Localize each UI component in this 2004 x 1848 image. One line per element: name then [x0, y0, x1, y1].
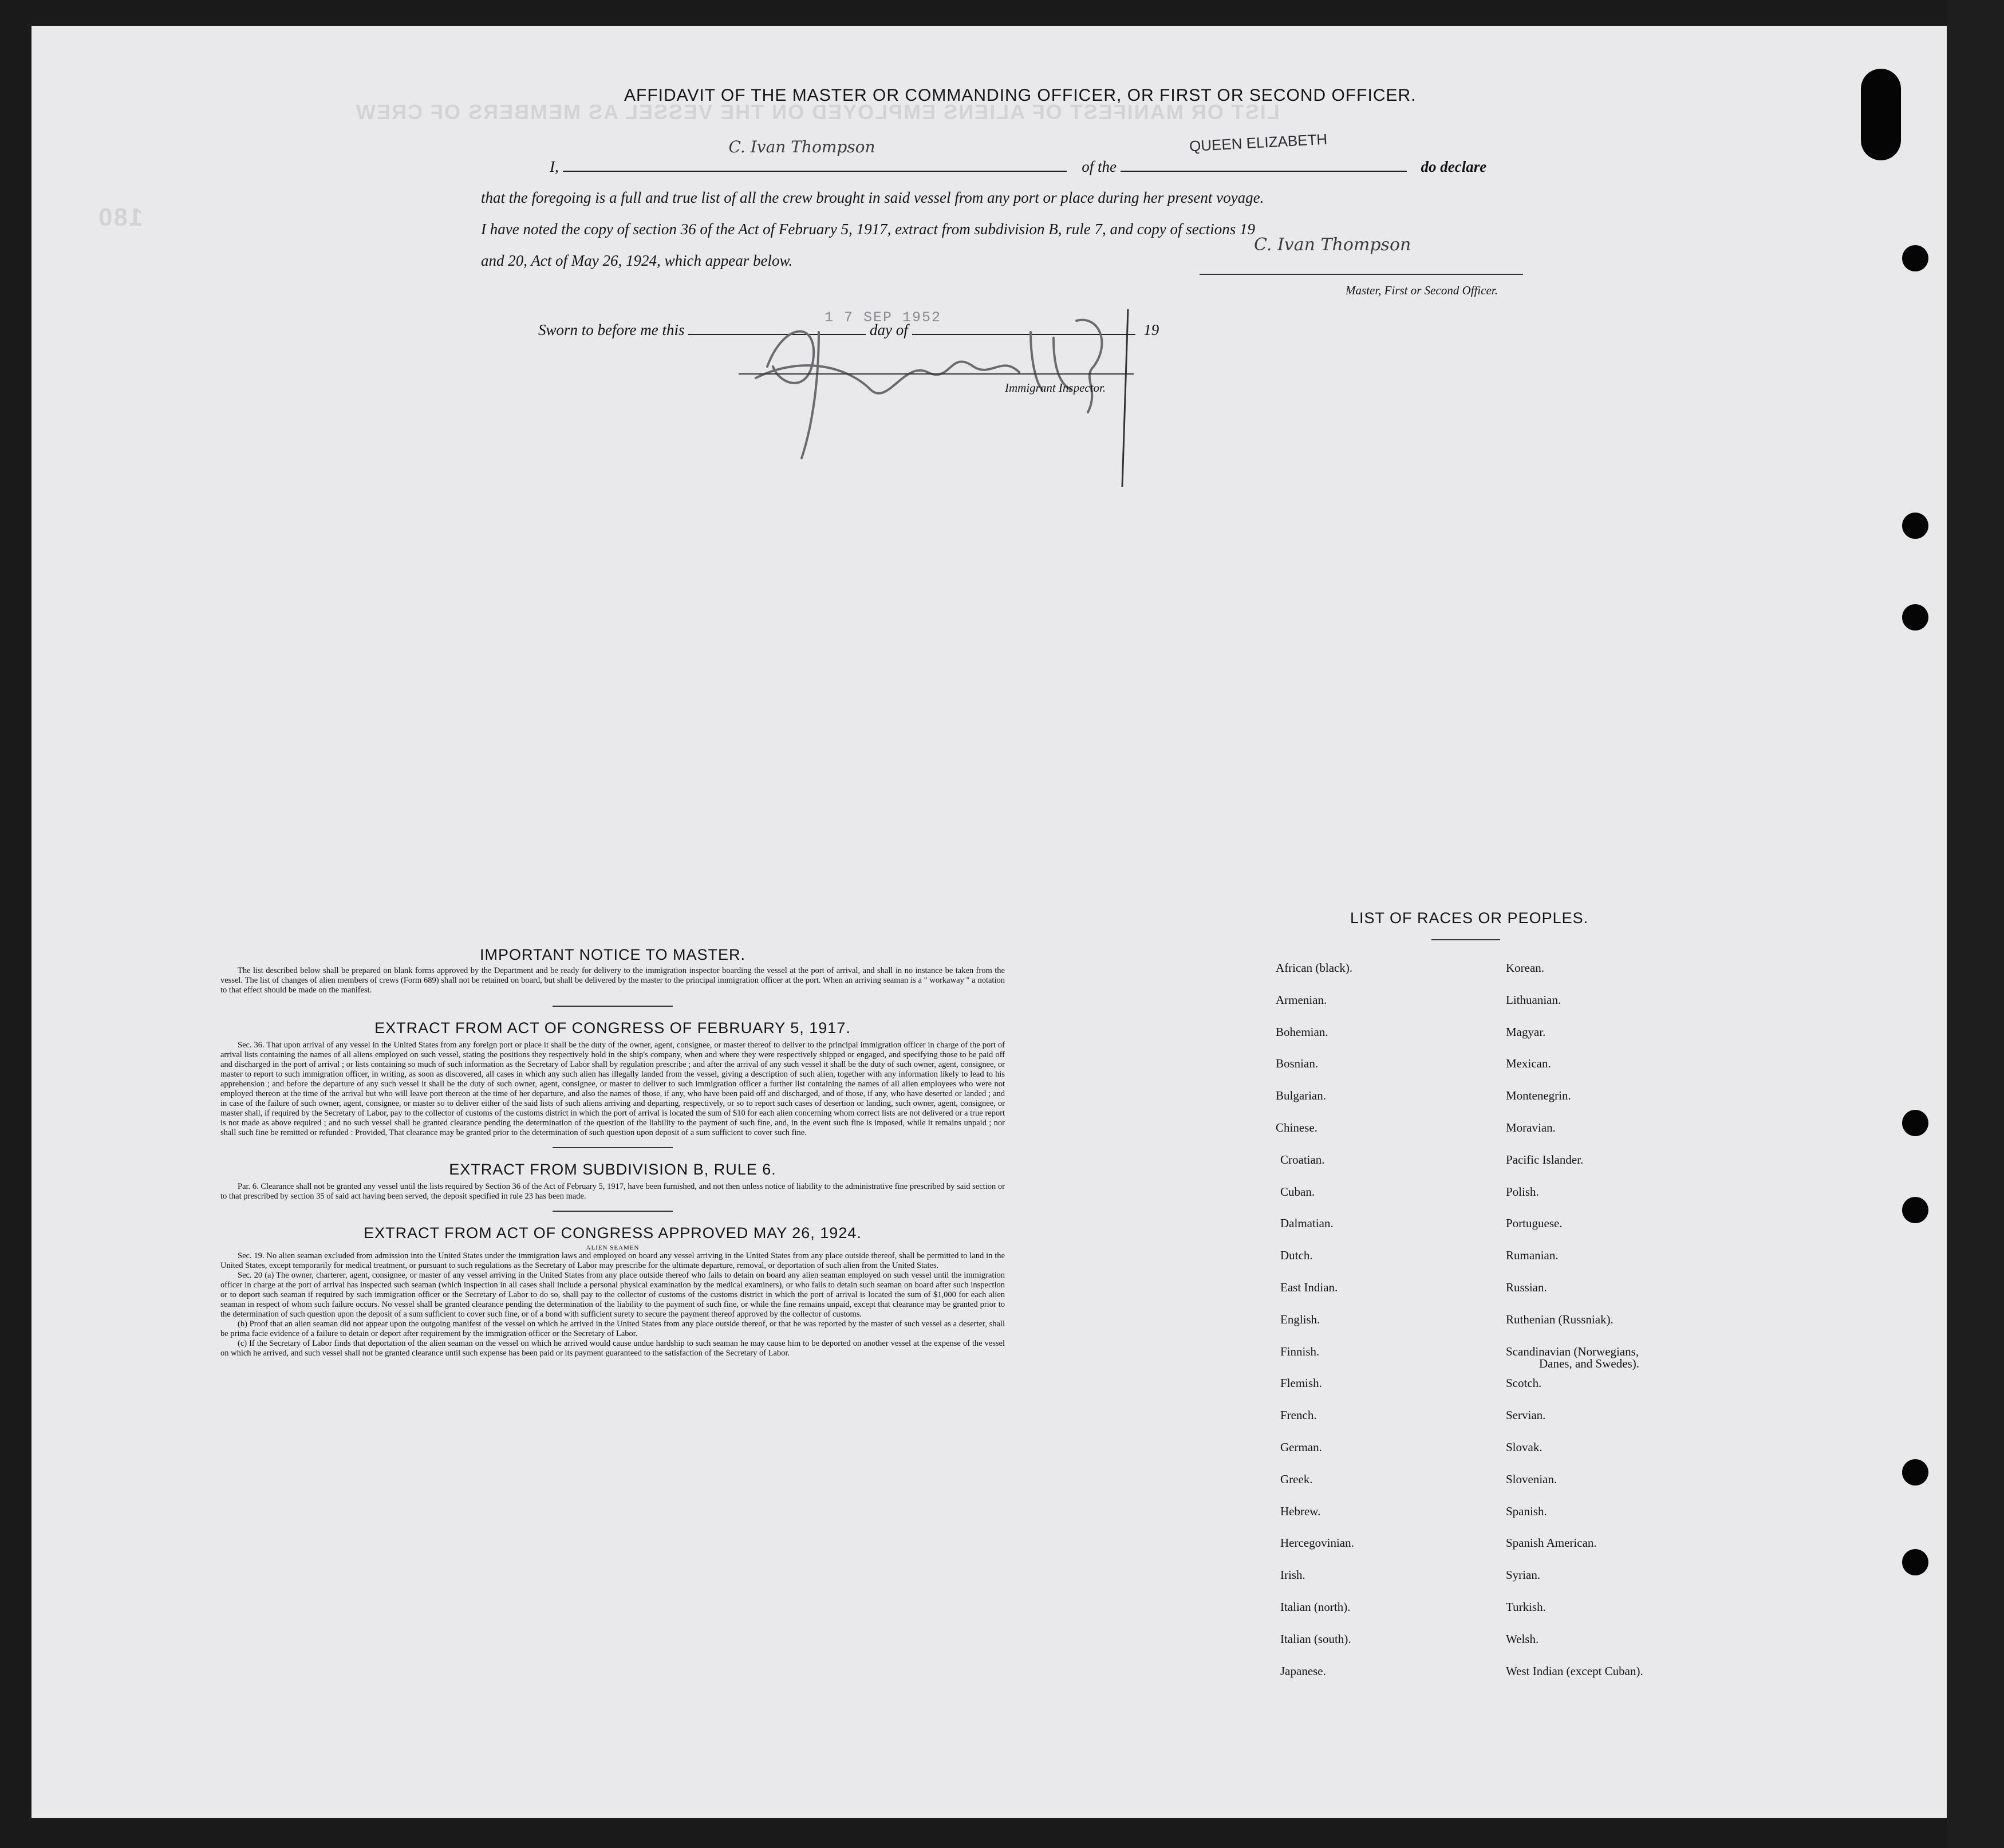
- sworn-label: Sworn to before me this: [538, 321, 685, 338]
- notice-body: The list described below shall be prepared on blank forms approved by the Department and be ready for delivery to the immigration inspector boarding the vessel at the port of arrival, and shall in no instance be taken from the vessel. The list of changes of alien members of crews (Form 689) shall not be retained on board, but shall be delivered by the master to the principal immigration officer at the port. When an arriving seaman is a " workaway " a notation to that effect should be made on the manifest.: [220, 966, 1005, 995]
- race-item: Turkish.: [1506, 1600, 1546, 1614]
- binder-hole: [1902, 604, 1928, 631]
- race-item: Japanese.: [1280, 1664, 1326, 1678]
- vessel-field: [1121, 130, 1407, 172]
- master-signature-line: [1200, 274, 1523, 275]
- race-item: Armenian.: [1276, 993, 1327, 1007]
- legal-column: [220, 946, 1005, 1358]
- extract-subdivision-title: EXTRACT FROM SUBDIVISION B, RULE 6.: [449, 1161, 776, 1178]
- race-item: Moravian.: [1506, 1121, 1556, 1134]
- race-item: Spanish American.: [1506, 1536, 1597, 1550]
- race-item: English.: [1280, 1313, 1320, 1326]
- race-item: Ruthenian (Russniak).: [1506, 1313, 1614, 1326]
- race-item: Polish.: [1506, 1185, 1539, 1199]
- race-item: Scandinavian (Norwegians,: [1506, 1345, 1639, 1358]
- race-item: Bulgarian.: [1276, 1089, 1327, 1102]
- bleed-through-number: 180: [97, 203, 143, 231]
- extract-1924-title: EXTRACT FROM ACT OF CONGRESS APPROVED MAY 26, 1924.: [364, 1224, 862, 1242]
- affidavit-body-line-4: and 20, Act of May 26, 1924, which appear below.: [481, 252, 793, 269]
- affidavit-body: [481, 182, 1557, 277]
- extract-1917-body: Sec. 36. That upon arrival of any vessel in the United States from any foreign port or place it shall be the duty of the owner, agent, consignee, or master thereof to deliver to the principal immigration officer in charge of the port of arrival lists containing the names of all aliens employed on such vessel, stating the positions they respectively hold in the ship's company, when and where they were respectively shipped or engaged, and specifying those to be paid off and discharged in the port of arrival ; or lists containing so much of such information as the Secretary of Labor shall by regulation prescribe ; and after the arrival of any such vessel it shall be the duty of such owner, agent, consignee, or master to report to such immigration officer, in writing, as soon as discovered, all cases in which any such alien has illegally landed from the vessel, giving a description of such alien, together with any information likely to lead to his apprehension ; and before the departure of any such vessel it shall be the duty of such owner, agent, consignee, or master to deliver to such immigration officer a further list containing the names of all alien employees who were not employed thereon at the time of the arrival but who will leave port thereon at the time of her departure, and also the names of those, if any, who have been paid off and discharged, and of those, if any, who have deserted or landed ; and in case of the failure of such owner, agent, consignee, or master so to deliver either of the said lists of such aliens arriving and departing, respectively, or so to report such cases of desertion or landing, such owner, agent, consignee, or master shall, if required by the Secretary of Labor, pay to the collector of customs of the customs district in which the port of arrival is located the sum of $10 for each alien concerning whom correct lists are not delivered or a true report is not made as above required ; and no such vessel shall be granted clearance pending the determination of the question of the liability to the payment of such fine, and, in the event such fine is imposed, while it remains unpaid ; nor shall such fine be remitted or refunded : Provided, That clearance may be granted prior to the determination of such question upon deposit of a sum sufficient to cover such fine.: [220, 1041, 1005, 1137]
- race-item: Servian.: [1506, 1408, 1546, 1422]
- race-item: Finnish.: [1280, 1345, 1320, 1358]
- race-item: Dutch.: [1280, 1248, 1313, 1262]
- race-item: Bohemian.: [1276, 1025, 1328, 1039]
- binder-hole: [1902, 1110, 1928, 1136]
- affidavit-line-1: [550, 130, 1487, 176]
- inspector-caption: Immigrant Inspector.: [1005, 381, 1106, 395]
- race-item: Italian (north).: [1280, 1600, 1351, 1614]
- affidavit-body-line-3: I have noted the copy of section 36 of the Act of February 5, 1917, extract from subdivision B, rule 7, and copy of sections 19: [481, 220, 1255, 238]
- binder-hole: [1902, 1549, 1928, 1575]
- year-label: 19: [1143, 321, 1159, 338]
- extract-1924-subtitle: ALIEN SEAMEN: [586, 1244, 640, 1251]
- binder-hole: [1902, 245, 1928, 271]
- race-item: Welsh.: [1506, 1632, 1539, 1646]
- race-item: Chinese.: [1276, 1121, 1317, 1134]
- race-item: Mexican.: [1506, 1057, 1551, 1070]
- affidavit-body-line-2: that the foregoing is a full and true list of all the crew brought in said vessel from any port or place during her present voyage.: [481, 189, 1264, 206]
- race-item: African (black).: [1276, 961, 1353, 975]
- race-item: Rumanian.: [1506, 1248, 1559, 1262]
- extract-1924-sec20b: (b) Proof that an alien seaman did not appear upon the outgoing manifest of the vessel on which he arrived in the United States from any place outside thereof, or that he was reported by the master of such vessel as a deserter, shall be prima facie evidence of a failure to detain or deport after requirement by the immigration officer or the Secretary of Labor.: [220, 1319, 1005, 1338]
- divider: [553, 1006, 673, 1007]
- races-title-underline: [1431, 939, 1500, 940]
- race-item: German.: [1280, 1440, 1322, 1454]
- date-stamp: 1 7 SEP 1952: [825, 309, 942, 326]
- race-item: Slovenian.: [1506, 1472, 1557, 1486]
- do-declare-label: do declare: [1421, 158, 1487, 175]
- race-item: Portuguese.: [1506, 1216, 1563, 1230]
- race-item: Hercegovinian.: [1280, 1536, 1354, 1550]
- affidavit-i-label: I,: [550, 158, 559, 175]
- page-edge-shadow: [1947, 0, 2004, 1848]
- document-page: [31, 26, 1947, 1818]
- extract-1924-sec20c: (c) If the Secretary of Labor finds that deportation of the alien seaman on the vessel on which he arrived would cause undue hardship to such seaman he may cause him to be deported on another vessel at the expense of the vessel on which he arrived, and such vessel shall not be granted clearance until such expense has been paid or its payment guaranteed to the satisfaction of the Secretary of Labor.: [220, 1339, 1005, 1358]
- race-item-scandinavian-cont: Danes, and Swedes).: [1539, 1357, 1639, 1370]
- notice-title: IMPORTANT NOTICE TO MASTER.: [479, 946, 746, 963]
- binder-hole: [1902, 1197, 1928, 1223]
- race-item: Spanish.: [1506, 1504, 1547, 1518]
- race-item: West Indian (except Cuban).: [1506, 1664, 1643, 1678]
- race-item: Slovak.: [1506, 1440, 1543, 1454]
- race-item: Greek.: [1280, 1472, 1313, 1486]
- inspector-signature: [733, 298, 1157, 492]
- extract-1924-sec19: Sec. 19. No alien seaman excluded from admission into the United States under the immigration laws and employed on board any vessel arriving in the United States from any place outside thereof, shall be permitted to land in the United States, except temporarily for medical treatment, or pursuant to such regulations as the Secretary of Labor may prescribe for the ultimate departure, removal, or deportation of such alien from the United States.: [220, 1251, 1005, 1270]
- day-of-label: day of: [870, 321, 908, 338]
- races-title: LIST OF RACES OR PEOPLES.: [1350, 909, 1589, 927]
- race-item: Bosnian.: [1276, 1057, 1319, 1070]
- race-item: Russian.: [1506, 1280, 1547, 1294]
- race-item: Korean.: [1506, 961, 1545, 975]
- race-item: Montenegrin.: [1506, 1089, 1571, 1102]
- race-item: Croatian.: [1280, 1153, 1325, 1167]
- race-item: Scotch.: [1506, 1376, 1542, 1390]
- binder-hole: [1902, 1459, 1928, 1486]
- affidavit-title: AFFIDAVIT OF THE MASTER OR COMMANDING OFFICER, OR FIRST OR SECOND OFFICER.: [624, 86, 1417, 105]
- master-name-signature: C. Ivan Thompson: [728, 137, 875, 156]
- inspector-signature-line: [739, 373, 1134, 375]
- extract-1917-title: EXTRACT FROM ACT OF CONGRESS OF FEBRUARY 5, 1917.: [374, 1019, 851, 1037]
- master-caption: Master, First or Second Officer.: [1346, 283, 1498, 297]
- divider: [553, 1147, 673, 1148]
- race-item: Hebrew.: [1280, 1504, 1321, 1518]
- vessel-name-stamp: QUEEN ELIZABETH: [1189, 130, 1328, 155]
- race-item: French.: [1280, 1408, 1317, 1422]
- race-item: Flemish.: [1280, 1376, 1322, 1390]
- race-item: Irish.: [1280, 1568, 1305, 1582]
- race-item: East Indian.: [1280, 1280, 1338, 1294]
- binder-hole: [1861, 69, 1901, 160]
- master-signature: C. Ivan Thompson: [1254, 235, 1411, 255]
- of-the-label: of the: [1082, 158, 1117, 175]
- extract-1924-sec20a: Sec. 20 (a) The owner, charterer, agent, consignee, or master of any vessel arriving in the United States from any place outside thereof who fails to detain on board any alien seaman employed on such vessel until the immigration officer in charge at the port of arrival has inspected such seaman (which inspection in all cases shall include a personal physical examination by the medical examiners), or who fails to detain such seaman on board after such inspection or to deport such seaman if required by such immigration officer or the Secretary of Labor to do so, shall pay to the collector of customs of the customs district in which the port of arrival is located the sum of $1,000 for each alien seaman in respect of whom such failure occurs. No vessel shall be granted clearance pending the determination of the liability to the payment of such fine, or while the fine remains unpaid, except that clearance may be granted prior to the determination of such question upon the deposit of a sum sufficient to cover such fine, or of a bond with sufficient surety to secure the payment thereof approved by the collector of customs.: [220, 1271, 1005, 1319]
- extract-subdivision-body: Par. 6. Clearance shall not be granted any vessel until the lists required by Section 36 of the Act of February 5, 1917, have been furnished, and not then unless notice of liability to the administrative fine prescribed by said section or to that prescribed by section 35 of said act having been served, the deposit specified in rule 23 has been made.: [220, 1182, 1005, 1201]
- race-item: Lithuanian.: [1506, 993, 1561, 1007]
- race-item: Pacific Islander.: [1506, 1153, 1584, 1167]
- bleed-through-header: LIST OR MANIFEST OF ALIENS EMPLOYED ON THE VESSEL AS MEMBERS OF CREW: [355, 100, 1280, 124]
- divider: [553, 1211, 673, 1212]
- binder-hole: [1902, 513, 1928, 539]
- race-item: Italian (south).: [1280, 1632, 1351, 1646]
- race-item: Cuban.: [1280, 1185, 1315, 1199]
- race-item: Syrian.: [1506, 1568, 1541, 1582]
- race-item: Magyar.: [1506, 1025, 1546, 1039]
- master-name-field: [563, 137, 1067, 172]
- race-item: Dalmatian.: [1280, 1216, 1334, 1230]
